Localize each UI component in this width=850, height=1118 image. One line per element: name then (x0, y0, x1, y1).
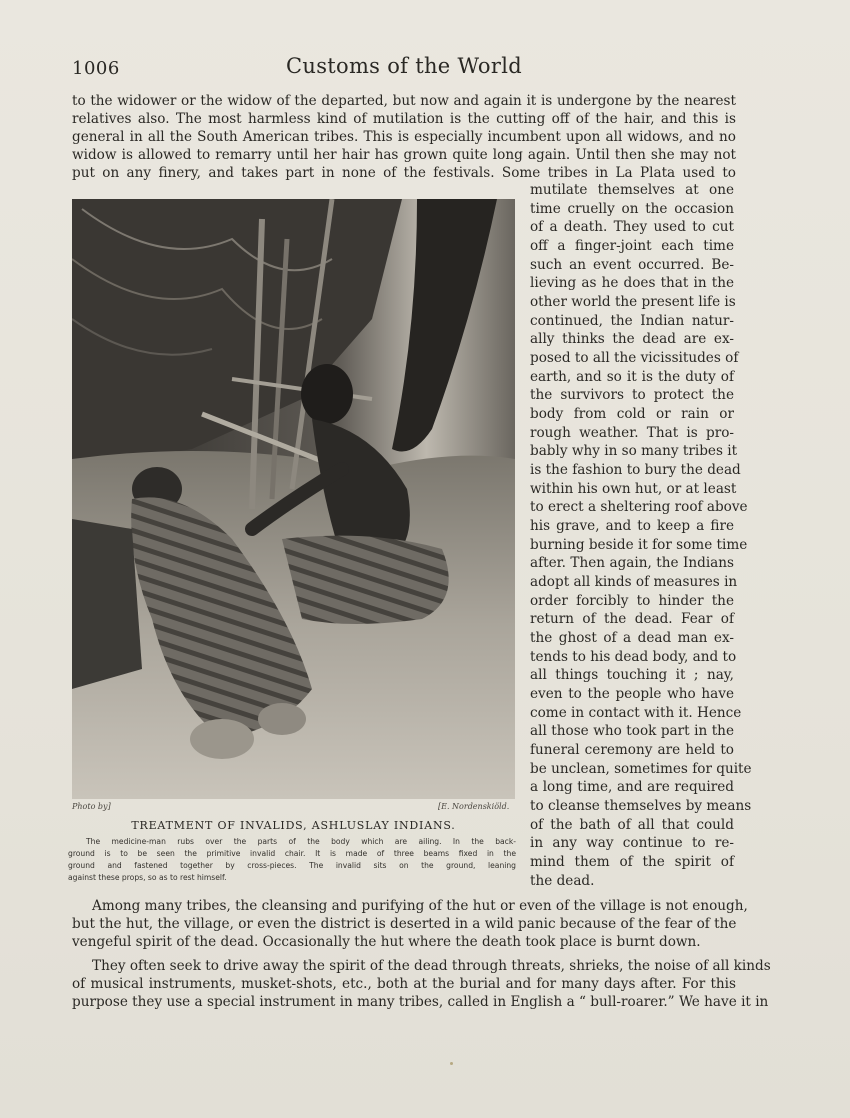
running-title: Customs of the World (286, 54, 522, 78)
column-line: such an event occurred. Be- (530, 257, 734, 273)
column-line: lieving as he does that in the (530, 275, 734, 291)
photo-credit-name: [E. Nordenskiöld. (438, 802, 510, 811)
column-line: tends to his dead body, and to (530, 649, 737, 665)
column-line: be unclean, sometimes for quite (530, 761, 752, 777)
column-line: body from cold or rain or (530, 406, 734, 422)
column-line: within his own hut, or at least (530, 481, 737, 497)
column-line: other world the present life is (530, 294, 736, 310)
body-line: put on any finery, and takes part in none of the festivals. Some tribes in La Plata used to (72, 165, 736, 181)
column-line: mind them of the spirit of (530, 854, 734, 870)
body-line: of musical instruments, musket-shots, etc., both at the burial and for many days after. For this (72, 976, 736, 992)
column-line: burning beside it for some time (530, 537, 748, 553)
column-line: the dead. (530, 873, 595, 889)
caption-line: ground is to be seen the primitive invalid chair. It is made of three beams fixed in the (68, 849, 516, 858)
body-line: but the hut, the village, or even the district is deserted in a wild panic because of the fear of the (72, 916, 737, 932)
photograph-treatment-of-invalids (72, 199, 515, 799)
column-line: continued, the Indian natur- (530, 313, 734, 329)
column-line: ally thinks the dead are ex- (530, 331, 734, 347)
column-line: a long time, and are required (530, 779, 734, 795)
caption-line: against these props, so as to rest himself. (68, 873, 227, 882)
column-line: funeral ceremony are held to (530, 742, 734, 758)
column-line: mutilate themselves at one (530, 182, 734, 198)
body-line: relatives also. The most harmless kind of mutilation is the cutting off of the hair, and this is (72, 111, 736, 127)
column-line: the survivors to protect the (530, 387, 734, 403)
column-line: adopt all kinds of measures in (530, 574, 738, 590)
page-number: 1006 (72, 58, 120, 79)
column-line: to erect a sheltering roof above (530, 499, 748, 515)
column-line: come in contact with it. Hence (530, 705, 742, 721)
body-line: Among many tribes, the cleansing and purifying of the hut or even of the village is not enough, (92, 898, 748, 914)
photo-credit-label: Photo by] (72, 802, 111, 811)
paper-speck (450, 1062, 453, 1065)
body-line: vengeful spirit of the dead. Occasionally the hut where the death took place is burnt down. (72, 934, 701, 950)
caption-line: ground and fastened together by cross-pieces. The invalid sits on the ground, leaning (68, 861, 516, 870)
body-line: They often seek to drive away the spirit of the dead through threats, shrieks, the noise of all kinds (92, 958, 771, 974)
column-line: the ghost of a dead man ex- (530, 630, 734, 646)
body-line: general in all the South American tribes. This is especially incumbent upon all widows, and no (72, 129, 736, 145)
body-line: widow is allowed to remarry until her hair has grown quite long again. Until then she may not (72, 147, 736, 163)
column-line: earth, and so it is the duty of (530, 369, 734, 385)
column-line: order forcibly to hinder the (530, 593, 734, 609)
column-line: posed to all the vicissitudes of (530, 350, 739, 366)
column-line: bably why in so many tribes it (530, 443, 738, 459)
page-header (72, 54, 736, 84)
column-line: his grave, and to keep a fire (530, 518, 734, 534)
column-line: all things touching it ; nay, (530, 667, 734, 683)
column-line: in any way continue to re- (530, 835, 734, 851)
caption-title: TREATMENT OF INVALIDS, ASHLUSLAY INDIANS. (131, 819, 456, 832)
column-line: is the fashion to bury the dead (530, 462, 741, 478)
column-line: return of the dead. Fear of (530, 611, 734, 627)
column-line: of the bath of all that could (530, 817, 734, 833)
column-line: rough weather. That is pro- (530, 425, 734, 441)
caption-line: The medicine-man rubs over the parts of the body which are ailing. In the back- (86, 837, 516, 846)
column-line: even to the people who have (530, 686, 734, 702)
column-line: after. Then again, the Indians (530, 555, 734, 571)
column-line: all those who took part in the (530, 723, 734, 739)
column-line: off a finger-joint each time (530, 238, 734, 254)
column-line: time cruelly on the occasion (530, 201, 734, 217)
column-line: to cleanse themselves by means (530, 798, 752, 814)
body-line: purpose they use a special instrument in many tribes, called in English a “ bull-roarer.” We have it in (72, 994, 769, 1010)
column-line: of a death. They used to cut (530, 219, 734, 235)
body-line: to the widower or the widow of the departed, but now and again it is undergone by the nearest (72, 93, 736, 109)
